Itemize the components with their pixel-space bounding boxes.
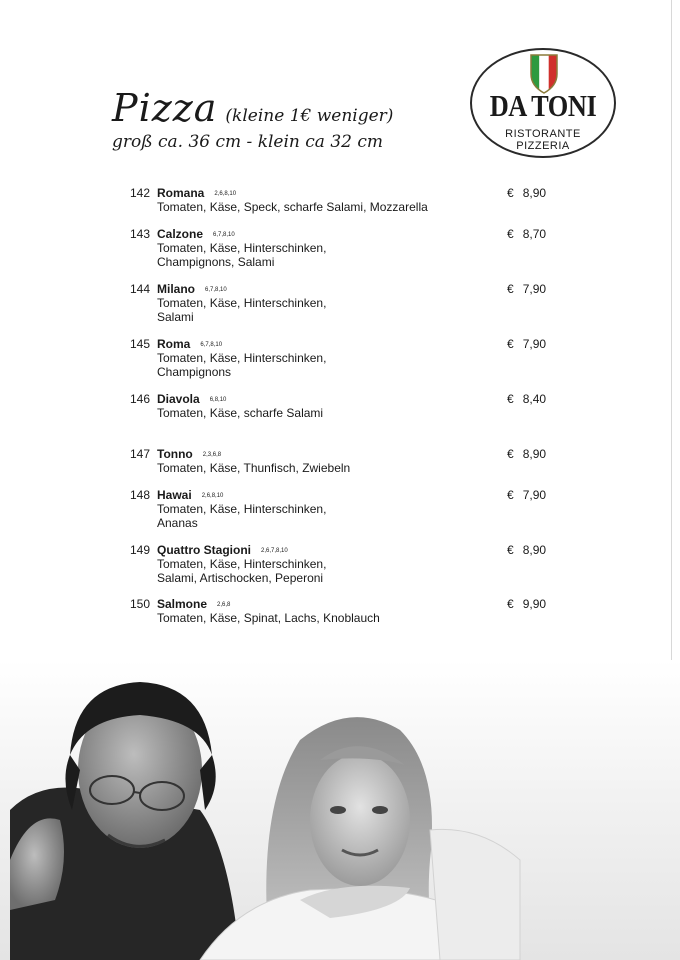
- item-name: Romana 2,6,8,10: [157, 186, 237, 200]
- item-name: Calzone 6,7,8,10: [157, 227, 235, 241]
- item-number: 150: [130, 597, 151, 611]
- item-number: 146: [130, 392, 151, 406]
- title-pizza: Pizza: [112, 86, 218, 130]
- item-description: Tomaten, Käse, Hinterschinken, Salami, Artischocken, Peperoni: [157, 557, 327, 585]
- restaurant-logo: [470, 48, 616, 158]
- item-additives: 2,3,6,8: [202, 452, 222, 458]
- item-price: € 7,90: [507, 488, 547, 502]
- size-subtitle: groß ca. 36 cm - klein ca 32 cm: [112, 132, 384, 152]
- logo-ristorante: RISTORANTE: [505, 128, 581, 140]
- item-price: € 8,90: [507, 186, 547, 200]
- item-number: 148: [130, 488, 151, 502]
- item-additives: 2,6,8: [217, 602, 231, 608]
- item-price: € 8,90: [507, 543, 547, 557]
- item-additives: 6,7,8,10: [205, 287, 227, 293]
- item-price: € 8,90: [507, 447, 547, 461]
- item-number: 143: [130, 227, 151, 241]
- item-name: Diavola 6,8,10: [157, 392, 227, 406]
- item-description: Tomaten, Käse, Hinterschinken, Champignons: [157, 351, 327, 379]
- item-description: Tomaten, Käse, Hinterschinken, Champignons, Salami: [157, 241, 327, 269]
- item-name: Milano 6,7,8,10: [157, 282, 227, 296]
- item-price: € 7,90: [507, 282, 547, 296]
- item-number: 149: [130, 543, 151, 557]
- logo-name: DA TONI: [489, 88, 597, 123]
- item-additives: 2,6,8,10: [201, 493, 224, 499]
- item-price: € 8,70: [507, 227, 547, 241]
- menu-title: [112, 86, 393, 130]
- item-additives: 6,7,8,10: [200, 342, 223, 348]
- item-additives: 2,6,8,10: [214, 191, 237, 197]
- item-number: 144: [130, 282, 151, 296]
- item-additives: 2,6,7,8,10: [261, 548, 288, 554]
- item-name: Quattro Stagioni 2,6,7,8,10: [157, 543, 288, 557]
- item-description: Tomaten, Käse, scharfe Salami: [157, 406, 324, 420]
- item-name: Salmone 2,6,8: [157, 597, 231, 611]
- logo-pizzeria: PIZZERIA: [516, 140, 570, 152]
- item-name: Hawai 2,6,8,10: [157, 488, 224, 502]
- item-additives: 6,7,8,10: [213, 232, 235, 238]
- item-description: Tomaten, Käse, Spinat, Lachs, Knoblauch: [157, 611, 380, 625]
- item-price: € 9,90: [507, 597, 547, 611]
- item-description: Tomaten, Käse, Hinterschinken, Ananas: [157, 502, 327, 530]
- item-name: Tonno 2,3,6,8: [157, 447, 222, 461]
- item-price: € 8,40: [507, 392, 547, 406]
- item-number: 142: [130, 186, 151, 200]
- item-description: Tomaten, Käse, Thunfisch, Zwiebeln: [157, 461, 351, 475]
- item-number: 147: [130, 447, 151, 461]
- title-note: (kleine 1€ weniger): [225, 106, 394, 126]
- couple-photo: [0, 660, 680, 960]
- item-additives: 6,8,10: [209, 397, 227, 403]
- item-price: € 7,90: [507, 337, 547, 351]
- item-number: 145: [130, 337, 151, 351]
- item-name: Roma 6,7,8,10: [157, 337, 223, 351]
- item-description: Tomaten, Käse, Hinterschinken, Salami: [157, 296, 327, 324]
- item-description: Tomaten, Käse, Speck, scharfe Salami, Mozzarella: [157, 200, 428, 214]
